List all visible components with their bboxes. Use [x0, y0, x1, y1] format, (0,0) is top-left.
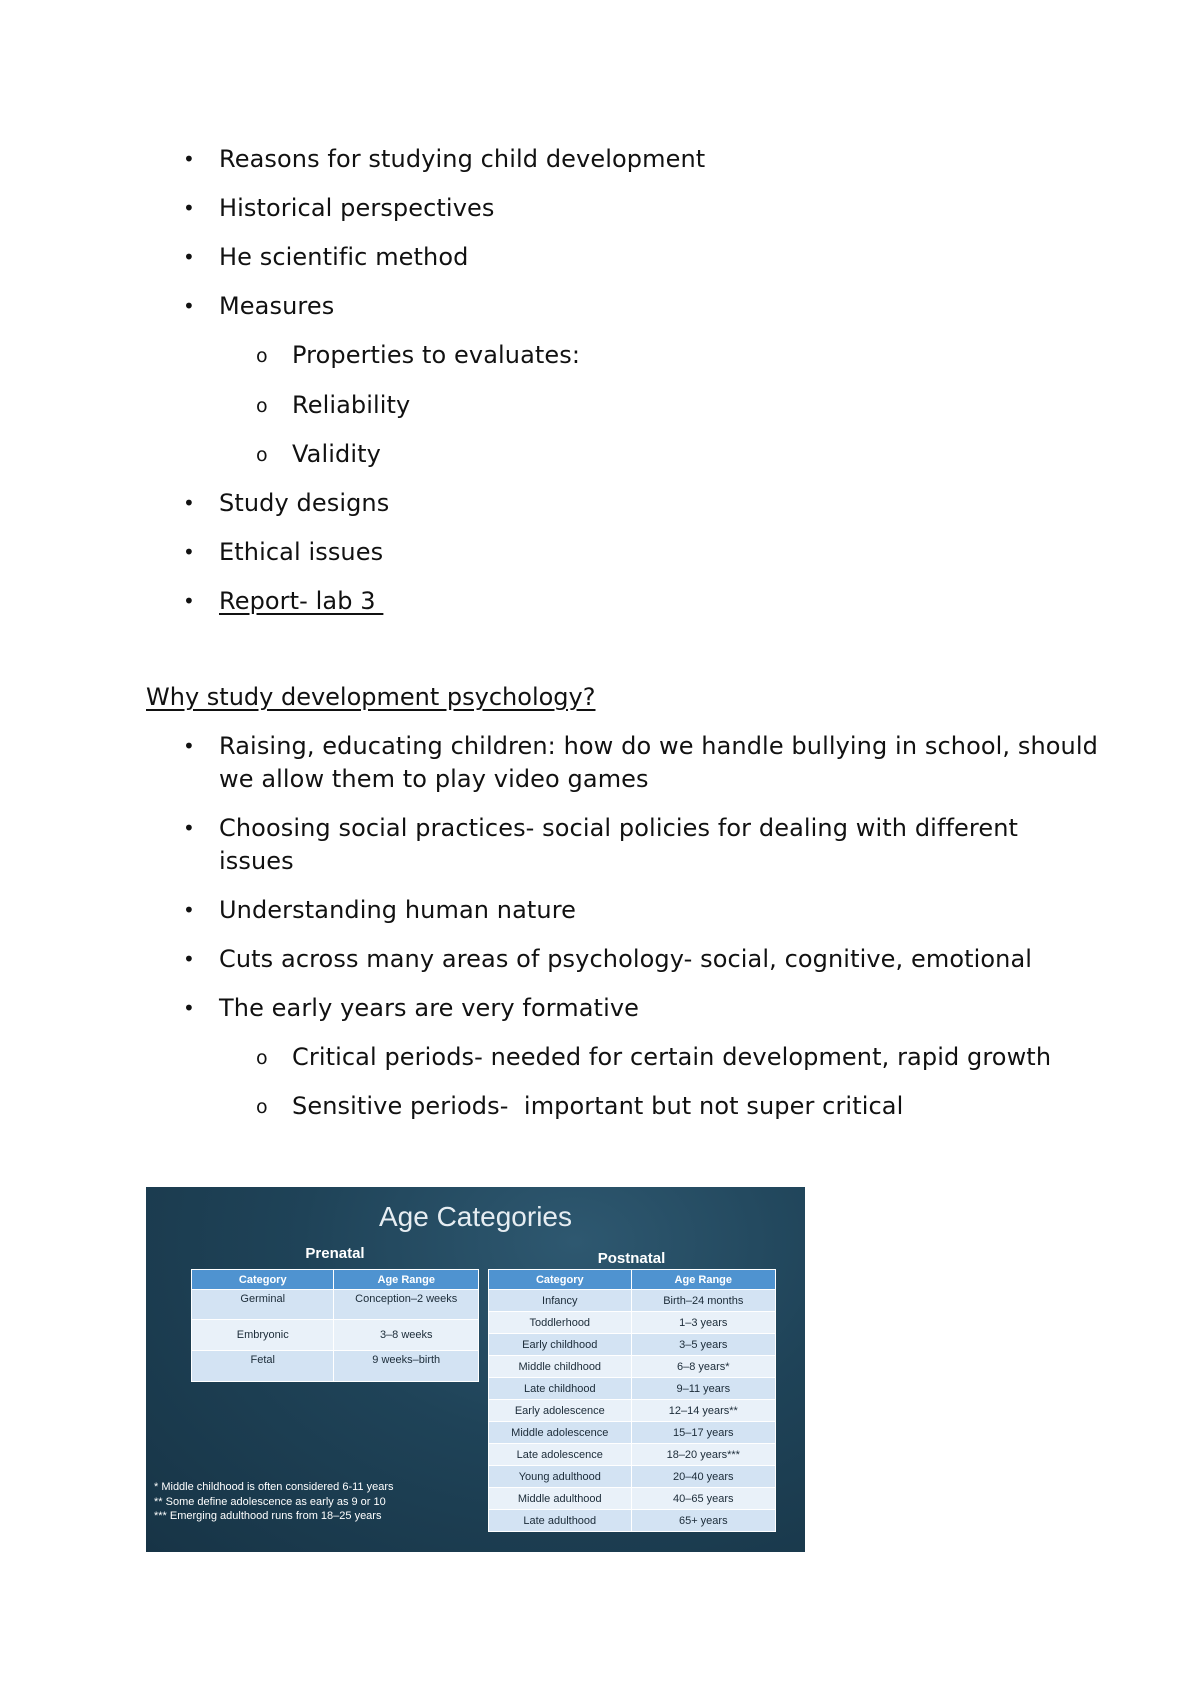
table-row	[489, 1466, 776, 1488]
circle-bullet-icon: o	[256, 444, 268, 466]
postnatal-title: Postnatal	[597, 1250, 666, 1267]
table-cell: Early adolescence	[489, 1400, 632, 1422]
table-row	[192, 1320, 479, 1351]
list-item-text: He scientific method	[219, 243, 469, 271]
table-row	[489, 1290, 776, 1312]
bullet-icon: •	[183, 491, 195, 515]
list-item-text: The early years are very formative	[219, 994, 640, 1022]
table-cell: 3–8 weeks	[334, 1320, 479, 1351]
footnote: * Middle childhood is often considered 6-11 years	[154, 1481, 394, 1493]
report-link[interactable]: Report- lab 3	[219, 587, 384, 615]
bullet-icon: •	[183, 540, 195, 564]
table-cell: Middle childhood	[489, 1356, 632, 1378]
list-item-text: Cuts across many areas of psychology- social, cognitive, emotional	[219, 945, 1033, 973]
list-item-text: Choosing social practices- social policies for dealing with different issues	[219, 814, 1019, 875]
table-cell: Late adulthood	[489, 1510, 632, 1532]
table-row	[489, 1378, 776, 1400]
list-item-text: Understanding human nature	[219, 896, 577, 924]
bullet-icon: •	[183, 196, 195, 220]
prenatal-title: Prenatal	[305, 1245, 365, 1262]
table-row	[489, 1356, 776, 1378]
bullet-icon: •	[183, 294, 195, 318]
table-cell: Fetal	[192, 1351, 334, 1382]
bullet-icon: •	[183, 734, 195, 758]
table-cell: Late adolescence	[489, 1444, 632, 1466]
bullet-icon: •	[183, 245, 195, 269]
table-cell: Middle adolescence	[489, 1422, 632, 1444]
bullet-icon: •	[183, 947, 195, 971]
list-item-text: Ethical issues	[219, 538, 384, 566]
column-header: Category	[192, 1270, 334, 1290]
table-cell: Early childhood	[489, 1334, 632, 1356]
table-cell: 3–5 years	[631, 1334, 775, 1356]
list-item-text: Measures	[219, 292, 335, 320]
list-item-text: Reasons for studying child development	[219, 145, 706, 173]
table-row	[192, 1351, 479, 1382]
bullet-icon: •	[183, 898, 195, 922]
list-item-text: Properties to evaluates:	[292, 341, 581, 369]
table-cell: 9–11 years	[631, 1378, 775, 1400]
table-cell: Conception–2 weeks	[334, 1290, 479, 1320]
list-item-text: Reliability	[292, 391, 411, 419]
table-cell: 12–14 years**	[631, 1400, 775, 1422]
column-header: Category	[489, 1270, 632, 1290]
bullet-icon: •	[183, 996, 195, 1020]
list-item-text: Study designs	[219, 489, 390, 517]
age-categories-slide-image	[146, 1187, 805, 1552]
table-row	[489, 1400, 776, 1422]
table-cell: Young adulthood	[489, 1466, 632, 1488]
table-row	[489, 1510, 776, 1532]
table-cell: Middle adulthood	[489, 1488, 632, 1510]
table-row	[489, 1334, 776, 1356]
table-cell: 65+ years	[631, 1510, 775, 1532]
circle-bullet-icon: o	[256, 1047, 268, 1069]
table-row	[192, 1290, 479, 1320]
circle-bullet-icon: o	[256, 1096, 268, 1118]
table-row	[489, 1444, 776, 1466]
circle-bullet-icon: o	[256, 345, 268, 367]
table-cell: 1–3 years	[631, 1312, 775, 1334]
table-cell: Embryonic	[192, 1320, 334, 1351]
column-header: Age Range	[631, 1270, 775, 1290]
table-cell: Germinal	[192, 1290, 334, 1320]
table-cell: 40–65 years	[631, 1488, 775, 1510]
circle-bullet-icon: o	[256, 395, 268, 417]
list-item-text: Historical perspectives	[219, 194, 495, 222]
table-row	[489, 1312, 776, 1334]
table-cell: 18–20 years***	[631, 1444, 775, 1466]
bullet-icon: •	[183, 816, 195, 840]
bullet-icon: •	[183, 147, 195, 171]
table-cell: 20–40 years	[631, 1466, 775, 1488]
list-item-text: Sensitive periods- important but not super critical	[292, 1092, 904, 1120]
slide-footnotes	[154, 1480, 394, 1524]
footnote: *** Emerging adulthood runs from 18–25 years	[154, 1510, 382, 1522]
table-cell: 6–8 years*	[631, 1356, 775, 1378]
table-row	[489, 1488, 776, 1510]
postnatal-table	[488, 1269, 776, 1532]
table-cell: Late childhood	[489, 1378, 632, 1400]
table-cell: 9 weeks–birth	[334, 1351, 479, 1382]
table-cell: 15–17 years	[631, 1422, 775, 1444]
table-cell: Toddlerhood	[489, 1312, 632, 1334]
slide-title: Age Categories	[378, 1201, 572, 1232]
list-item-text: Raising, educating children: how do we handle bullying in school, should we allow them to play video games	[219, 732, 1098, 793]
prenatal-table	[191, 1269, 479, 1382]
table-cell: Birth–24 months	[631, 1290, 775, 1312]
table-row	[489, 1422, 776, 1444]
footnote: ** Some define adolescence as early as 9 or 10	[154, 1495, 386, 1508]
section-heading: Why study development psychology?	[146, 683, 596, 711]
column-header: Age Range	[334, 1270, 479, 1290]
table-cell: Infancy	[489, 1290, 632, 1312]
bullet-icon: •	[183, 589, 195, 613]
list-item-text: Validity	[292, 440, 381, 468]
list-item-text: Critical periods- needed for certain development, rapid growth	[292, 1043, 1052, 1071]
